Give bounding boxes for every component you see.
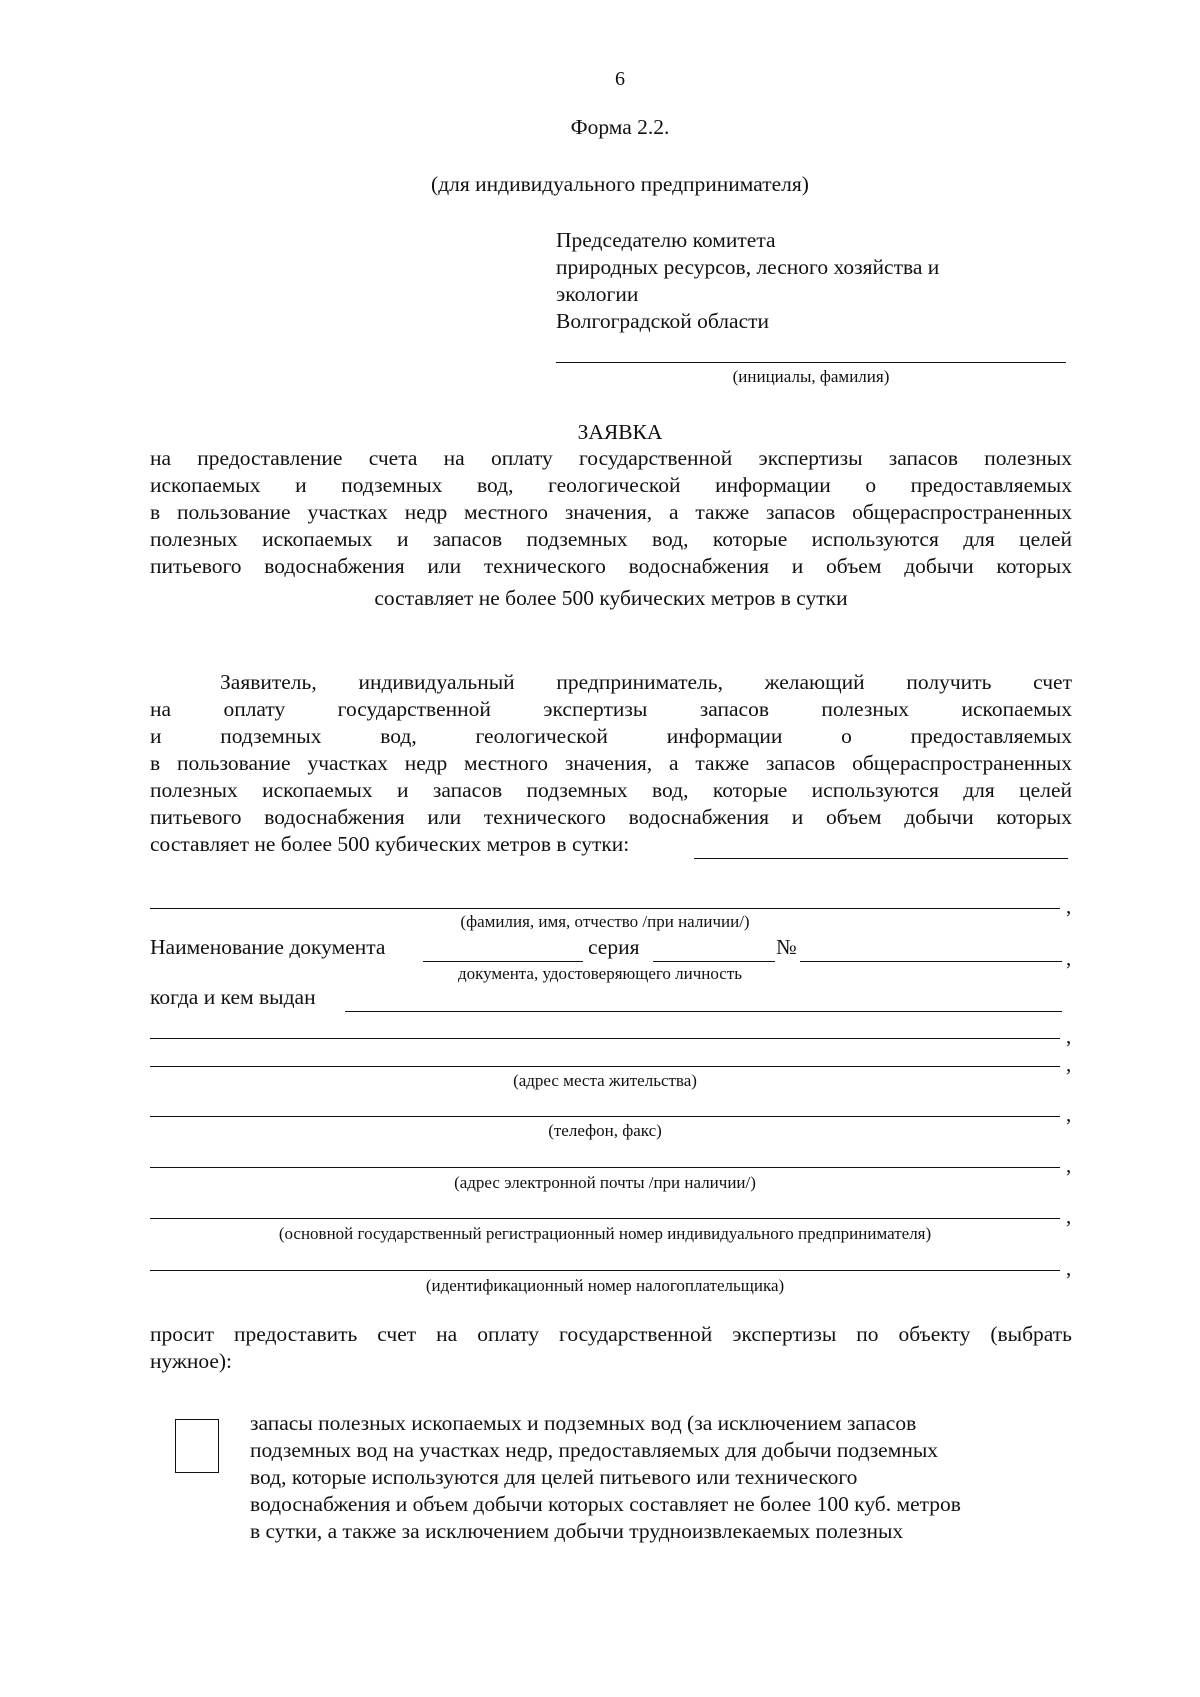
address-field-2[interactable] bbox=[150, 1066, 1060, 1067]
addressee-line: Председателю комитета bbox=[556, 228, 776, 252]
option-line: водоснабжения и объем добычи которых составляет не более 100 куб. метров bbox=[250, 1492, 961, 1516]
addressee-caption: (инициалы, фамилия) bbox=[732, 367, 890, 386]
addressee-line: Волгоградской области bbox=[556, 309, 770, 333]
address-caption: (адрес места жительства) bbox=[513, 1071, 697, 1090]
intro-line: Заявитель, индивидуальный предприниматель, желающий получить счет bbox=[220, 670, 1072, 694]
title-body-line: питьевого водоснабжения или технического водоснабжения и объем добычи которых bbox=[150, 554, 1072, 578]
ogrnip-caption: (основной государственный регистрационный номер индивидуального предпринимателя) bbox=[278, 1224, 932, 1243]
email-caption: (адрес электронной почты /при наличии/) bbox=[454, 1173, 756, 1192]
option-line: подземных вод на участках недр, предоставляемых для добычи подземных bbox=[250, 1438, 939, 1462]
title-body-last-line: составляет не более 500 кубических метров в сутки bbox=[374, 586, 848, 610]
ogrnip-field[interactable] bbox=[150, 1218, 1060, 1219]
option-text bbox=[250, 1410, 961, 1545]
comma: , bbox=[1066, 1102, 1072, 1126]
comma: , bbox=[1066, 1024, 1072, 1048]
fio-field[interactable] bbox=[150, 908, 1060, 909]
comma: , bbox=[1066, 894, 1072, 918]
comma: , bbox=[1066, 946, 1072, 970]
option-line: в сутки, а также за исключением добычи трудноизвлекаемых полезных bbox=[250, 1519, 904, 1543]
email-field[interactable] bbox=[150, 1167, 1060, 1168]
addressee-block bbox=[556, 227, 939, 335]
issued-label: когда и кем выдан bbox=[150, 985, 316, 1009]
applicant-line[interactable] bbox=[694, 858, 1068, 859]
intro-line: в пользование участках недр местного значения, а также запасов общераспространенных bbox=[150, 751, 1072, 775]
comma: , bbox=[1066, 1256, 1072, 1280]
addressee-line: экологии bbox=[556, 282, 639, 306]
request-last-line: нужное): bbox=[150, 1349, 233, 1373]
fio-caption: (фамилия, имя, отчество /при наличии/) bbox=[460, 912, 750, 931]
request-line: просит предоставить счет на оплату государственной экспертизы по объекту (выбрать bbox=[150, 1322, 1072, 1346]
document-title: ЗАЯВКА bbox=[577, 420, 663, 444]
addressee-line: природных ресурсов, лесного хозяйства и bbox=[556, 255, 940, 279]
intro-line: на оплату государственной экспертизы запасов полезных ископаемых bbox=[150, 697, 1072, 721]
option-checkbox[interactable] bbox=[175, 1419, 219, 1473]
number-field[interactable] bbox=[800, 961, 1062, 962]
comma: , bbox=[1066, 1153, 1072, 1177]
inn-caption: (идентификационный номер налогоплательщика) bbox=[425, 1276, 785, 1295]
issued-field[interactable] bbox=[345, 1011, 1062, 1012]
address-field-1[interactable] bbox=[150, 1038, 1060, 1039]
series-label: серия bbox=[588, 935, 640, 959]
option-line: вод, которые используются для целей питьевого или технического bbox=[250, 1465, 858, 1489]
doc-caption: документа, удостоверяющего личность bbox=[457, 964, 743, 983]
phone-caption: (телефон, факс) bbox=[548, 1121, 662, 1140]
comma: , bbox=[1066, 1052, 1072, 1076]
title-body-line: ископаемых и подземных вод, геологической информации о предоставляемых bbox=[150, 473, 1072, 497]
addressee-name-line[interactable] bbox=[556, 362, 1066, 363]
title-body-line: на предоставление счета на оплату государственной экспертизы запасов полезных bbox=[150, 446, 1072, 470]
intro-last-line: составляет не более 500 кубических метров в сутки: bbox=[150, 832, 630, 856]
doc-name-field[interactable] bbox=[423, 961, 583, 962]
form-label: Форма 2.2. bbox=[570, 115, 670, 139]
form-subtitle: (для индивидуального предпринимателя) bbox=[431, 172, 809, 196]
inn-field[interactable] bbox=[150, 1270, 1060, 1271]
intro-line: питьевого водоснабжения или технического водоснабжения и объем добычи которых bbox=[150, 805, 1072, 829]
page-number: 6 bbox=[615, 68, 625, 90]
intro-line: и подземных вод, геологической информации о предоставляемых bbox=[150, 724, 1072, 748]
option-line: запасы полезных ископаемых и подземных вод (за исключением запасов bbox=[250, 1411, 917, 1435]
title-body-line: в пользование участках недр местного значения, а также запасов общераспространенных bbox=[150, 500, 1072, 524]
doc-name-label: Наименование документа bbox=[150, 935, 386, 959]
phone-field[interactable] bbox=[150, 1116, 1060, 1117]
number-label: № bbox=[776, 935, 797, 959]
title-body-line: полезных ископаемых и запасов подземных вод, которые используются для целей bbox=[150, 527, 1072, 551]
comma: , bbox=[1066, 1204, 1072, 1228]
series-field[interactable] bbox=[653, 961, 775, 962]
intro-line: полезных ископаемых и запасов подземных вод, которые используются для целей bbox=[150, 778, 1072, 802]
